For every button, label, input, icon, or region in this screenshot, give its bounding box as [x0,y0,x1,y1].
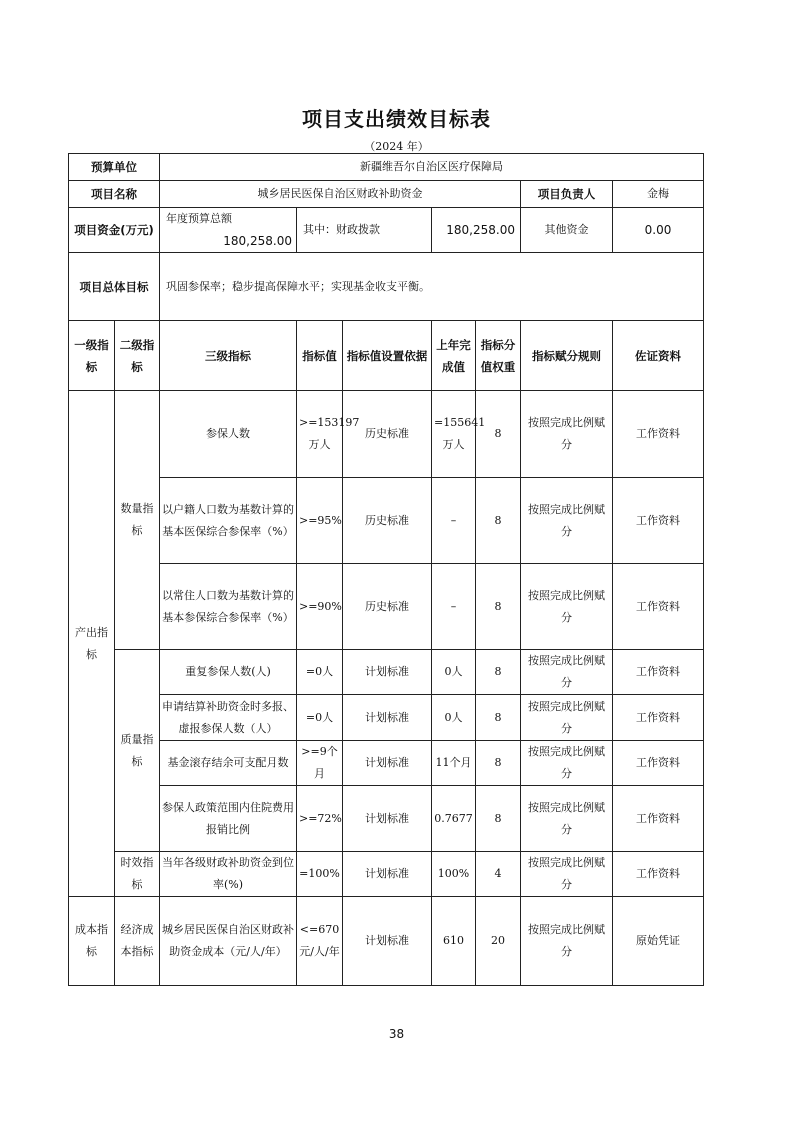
row-last: – [432,564,476,650]
table-row [69,695,704,741]
table-row [69,564,704,650]
row-rule: 按照完成比例赋分 [521,741,613,786]
row-last: 0.7677 [432,786,476,852]
header-level3: 三级指标 [160,321,297,391]
row-last: 100% [432,852,476,897]
row-evidence: 工作资料 [613,695,704,741]
row-weight: 8 [476,741,521,786]
row-weight: 8 [476,564,521,650]
row-evidence: 工作资料 [613,786,704,852]
row-value: >=9个月 [297,741,343,786]
row-rule: 按照完成比例赋分 [521,391,613,478]
owner-label: 项目负责人 [521,181,613,208]
row-weight: 8 [476,478,521,564]
row-basis: 历史标准 [343,391,432,478]
header-rule: 指标赋分规则 [521,321,613,391]
table-row [69,852,704,897]
group-quality: 质量指标 [115,650,160,852]
row-name: 城乡居民医保自治区财政补助资金成本（元/人/年） [160,897,297,986]
owner-value: 金梅 [613,181,704,208]
row-basis: 计划标准 [343,897,432,986]
row-name: 以户籍人口数为基数计算的基本医保综合参保率（%） [160,478,297,564]
row-weight: 8 [476,650,521,695]
row-value: =100% [297,852,343,897]
group-output: 产出指标 [69,391,115,897]
performance-table [68,153,704,986]
table-row [69,741,704,786]
project-name-label: 项目名称 [69,181,160,208]
page-title: 项目支出绩效目标表 [302,107,491,131]
other-value: 0.00 [613,208,704,253]
row-last: 0人 [432,695,476,741]
row-evidence: 工作资料 [613,391,704,478]
row-basis: 计划标准 [343,695,432,741]
row-name: 以常住人口数为基数计算的基本参保综合参保率（%） [160,564,297,650]
row-rule: 按照完成比例赋分 [521,564,613,650]
annual-label-text: 年度预算总额 [166,212,232,225]
group-timeliness: 时效指标 [115,852,160,897]
row-value: <=670元/人/年 [297,897,343,986]
row-last: 11个月 [432,741,476,786]
row-value: >=95% [297,478,343,564]
group-economic: 经济成本指标 [115,897,160,986]
annual-label [160,208,297,253]
row-last: =155641万人 [432,391,476,478]
row-basis: 历史标准 [343,564,432,650]
row-evidence: 工作资料 [613,478,704,564]
table-row [69,786,704,852]
table-row [69,650,704,695]
goal-label: 项目总体目标 [69,253,160,321]
row-name: 重复参保人数(人) [160,650,297,695]
row-rule: 按照完成比例赋分 [521,852,613,897]
row-value: >=153197万人 [297,391,343,478]
row-basis: 计划标准 [343,852,432,897]
row-value: >=72% [297,786,343,852]
row-weight: 8 [476,786,521,852]
header-level2: 二级指标 [115,321,160,391]
annual-value: 180,258.00 [223,234,292,248]
year-label: （2024 年） [364,140,429,153]
table-row [69,478,704,564]
row-rule: 按照完成比例赋分 [521,650,613,695]
header-weight: 指标分值权重 [476,321,521,391]
row-weight: 8 [476,391,521,478]
row-last: 610 [432,897,476,986]
header-basis: 指标值设置依据 [343,321,432,391]
row-evidence: 工作资料 [613,852,704,897]
page-number: 38 [388,1027,405,1041]
table-row [69,897,704,986]
row-name: 基金滚存结余可支配月数 [160,741,297,786]
table-row [69,391,704,478]
row-weight: 4 [476,852,521,897]
row-evidence: 工作资料 [613,741,704,786]
row-name: 参保人数 [160,391,297,478]
group-cost: 成本指标 [69,897,115,986]
row-weight: 20 [476,897,521,986]
row-value: =0人 [297,650,343,695]
row-last: 0人 [432,650,476,695]
row-basis: 计划标准 [343,650,432,695]
fiscal-label: 其中：财政拨款 [297,208,432,253]
row-rule: 按照完成比例赋分 [521,897,613,986]
row-rule: 按照完成比例赋分 [521,695,613,741]
row-name: 参保人政策范围内住院费用报销比例 [160,786,297,852]
header-level1: 一级指标 [69,321,115,391]
row-weight: 8 [476,695,521,741]
funds-label: 项目资金(万元) [69,208,160,253]
project-name-value: 城乡居民医保自治区财政补助资金 [160,181,521,208]
budget-unit-value: 新疆维吾尔自治区医疗保障局 [160,154,704,181]
row-basis: 计划标准 [343,786,432,852]
row-last: – [432,478,476,564]
row-basis: 历史标准 [343,478,432,564]
header-evidence: 佐证资料 [613,321,704,391]
row-rule: 按照完成比例赋分 [521,478,613,564]
row-evidence: 原始凭证 [613,897,704,986]
header-last: 上年完成值 [432,321,476,391]
row-evidence: 工作资料 [613,564,704,650]
row-name: 申请结算补助资金时多报、虚报参保人数（人） [160,695,297,741]
row-value: >=90% [297,564,343,650]
header-value: 指标值 [297,321,343,391]
budget-unit-label: 预算单位 [69,154,160,181]
goal-value: 巩固参保率；稳步提高保障水平；实现基金收支平衡。 [160,253,704,321]
row-value: =0人 [297,695,343,741]
fiscal-value: 180,258.00 [432,208,521,253]
row-evidence: 工作资料 [613,650,704,695]
row-rule: 按照完成比例赋分 [521,786,613,852]
row-name: 当年各级财政补助资金到位率(%) [160,852,297,897]
other-label: 其他资金 [521,208,613,253]
row-basis: 计划标准 [343,741,432,786]
group-quantity: 数量指标 [115,391,160,650]
